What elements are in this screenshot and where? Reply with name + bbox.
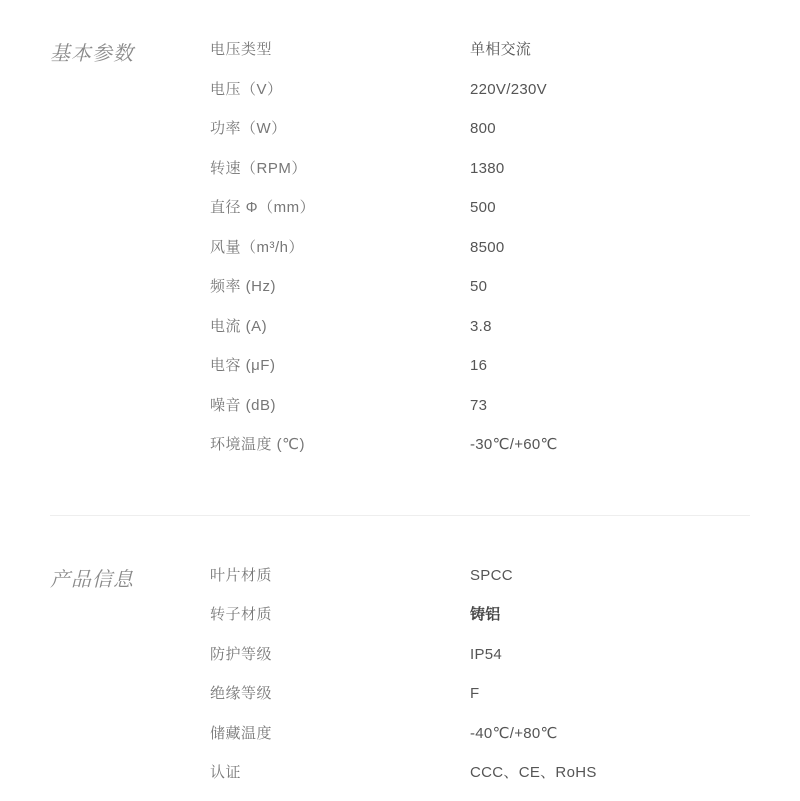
spec-table-product-information bbox=[210, 564, 800, 801]
spec-value: 16 bbox=[470, 357, 488, 374]
table-row bbox=[210, 196, 800, 236]
spec-label: 防护等级 bbox=[210, 645, 273, 663]
section-product-information bbox=[0, 516, 800, 801]
spec-label: 电容 (μF) bbox=[210, 357, 276, 374]
spec-label: 风量（m³/h） bbox=[210, 238, 305, 256]
table-row bbox=[210, 603, 800, 643]
table-row bbox=[210, 38, 800, 78]
spec-value: 50 bbox=[470, 278, 488, 295]
spec-label: 绝缘等级 bbox=[210, 685, 273, 702]
spec-value: -30℃/+60℃ bbox=[470, 436, 558, 453]
spec-value: 800 bbox=[470, 120, 496, 137]
spec-label: 叶片材质 bbox=[210, 566, 273, 584]
table-row bbox=[210, 354, 800, 394]
spec-label: 电流 (A) bbox=[210, 317, 268, 335]
spec-label: 转速（RPM） bbox=[210, 159, 307, 177]
spec-label: 环境温度 (℃) bbox=[210, 436, 306, 453]
spec-value: 铸铝 bbox=[470, 606, 501, 623]
table-row bbox=[210, 236, 800, 276]
section-title-product-information: 产品信息 bbox=[50, 568, 134, 591]
table-row bbox=[210, 78, 800, 118]
table-row bbox=[210, 643, 800, 683]
spec-value: 73 bbox=[470, 396, 488, 414]
spec-value: 500 bbox=[470, 199, 496, 216]
spec-value: -40℃/+80℃ bbox=[470, 724, 558, 742]
spec-value: F bbox=[470, 685, 480, 702]
table-row bbox=[210, 394, 800, 434]
table-row bbox=[210, 682, 800, 722]
section-title-basic-parameters: 基本参数 bbox=[50, 43, 134, 65]
table-row bbox=[210, 722, 800, 762]
spec-value: SPCC bbox=[470, 566, 513, 584]
spec-value: CCC、CE、RoHS bbox=[470, 764, 597, 781]
spec-label: 认证 bbox=[210, 764, 242, 781]
table-row bbox=[210, 564, 800, 604]
spec-label: 电压（V） bbox=[210, 80, 283, 98]
spec-value: IP54 bbox=[470, 645, 503, 663]
spec-label: 电压类型 bbox=[210, 41, 273, 58]
spec-value: 单相交流 bbox=[470, 41, 532, 58]
spec-label: 直径 Φ（mm） bbox=[210, 199, 316, 216]
spec-label: 功率（W） bbox=[210, 120, 287, 137]
table-row bbox=[210, 761, 800, 801]
table-row bbox=[210, 157, 800, 197]
spec-value: 8500 bbox=[470, 238, 505, 256]
table-row bbox=[210, 117, 800, 157]
spec-table-basic-parameters bbox=[210, 38, 800, 473]
spec-value: 3.8 bbox=[470, 317, 492, 335]
table-row bbox=[210, 275, 800, 315]
spec-label: 噪音 (dB) bbox=[210, 396, 277, 414]
spec-label: 转子材质 bbox=[210, 606, 273, 623]
spec-label: 频率 (Hz) bbox=[210, 278, 276, 295]
table-row bbox=[210, 315, 800, 355]
spec-value: 1380 bbox=[470, 159, 505, 177]
spec-value: 220V/230V bbox=[470, 80, 547, 98]
spec-label: 储藏温度 bbox=[210, 724, 273, 742]
table-row bbox=[210, 433, 800, 473]
